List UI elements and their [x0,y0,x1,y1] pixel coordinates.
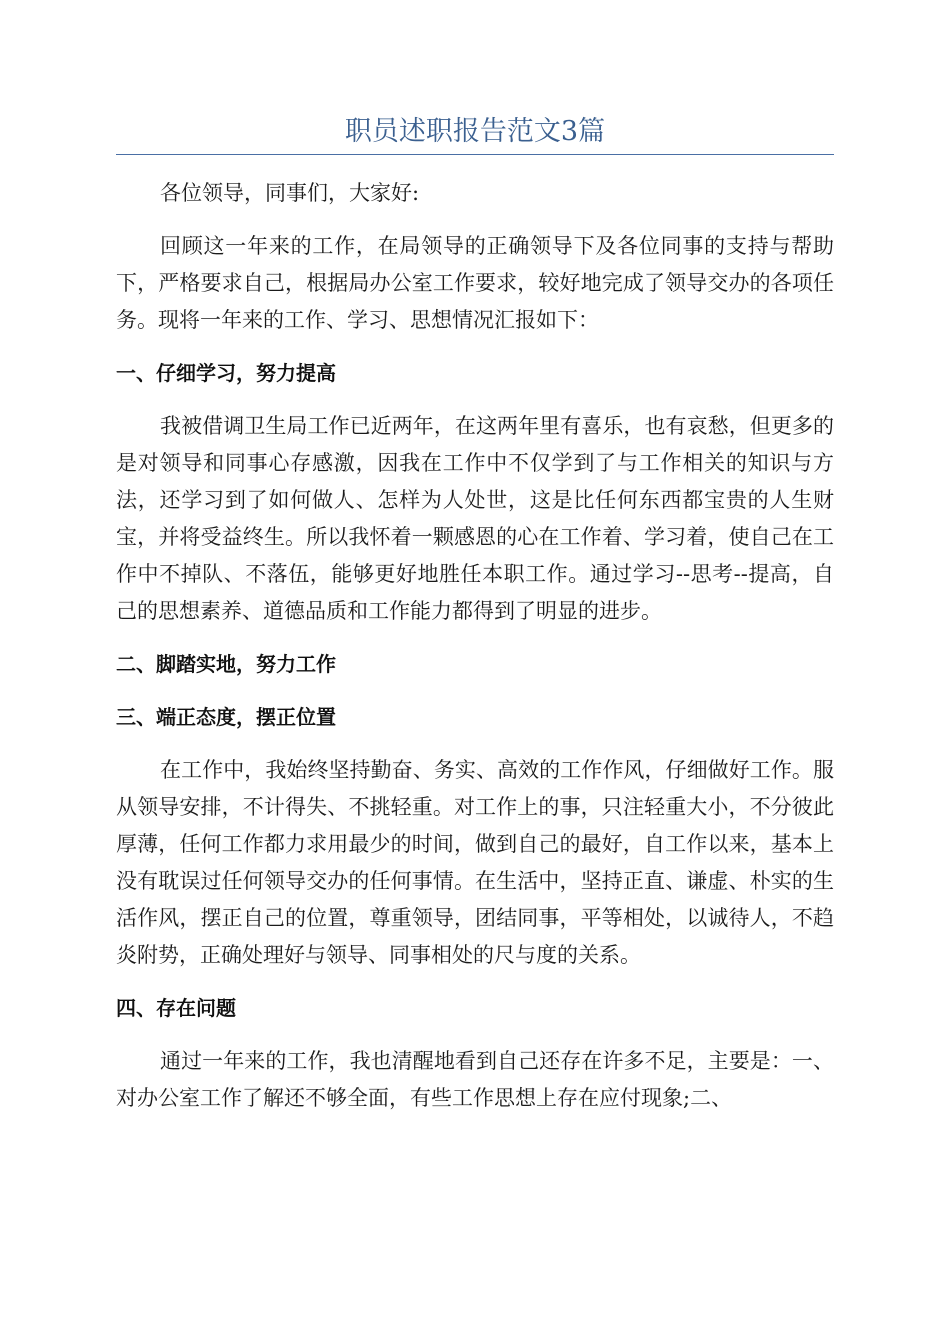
document-body [116,175,834,1133]
section-heading-4: 四、存在问题 [116,996,236,1020]
section-heading-1: 一、仔细学习，努力提高 [116,361,336,385]
section-heading-2: 二、脚踏实地，努力工作 [116,652,336,676]
section-heading-3: 三、端正态度，摆正位置 [116,705,336,729]
section-paragraph-3: 在工作中，我始终坚持勤奋、务实、高效的工作作风，仔细做好工作。服从领导安排，不计得失、不挑轻重。对工作上的事，只注轻重大小，不分彼此厚薄，任何工作都力求用最少的时间，做到自己的最好，自工作以来，基本上没有耽误过任何领导交办的任何事情。在生活中，坚持正直、谦虚、朴实的生活作风，摆正自己的位置，尊重领导，团结同事，平等相处，以诚待人，不趋炎附势，正确处理好与领导、同事相处的尺与度的关系。 [116,758,834,967]
intro-paragraph: 回顾这一年来的工作，在局领导的正确领导下及各位同事的支持与帮助下，严格要求自己，根据局办公室工作要求，较好地完成了领导交办的各项任务。现将一年来的工作、学习、思想情况汇报如下： [116,234,834,332]
document-title: 职员述职报告范文3篇 [344,116,606,147]
greeting-paragraph: 各位领导，同事们，大家好: [160,181,420,205]
title-underline [116,154,834,155]
section-paragraph-4: 通过一年来的工作，我也清醒地看到自己还存在许多不足，主要是：一、对办公室工作了解还不够全面，有些工作思想上存在应付现象;二、 [116,1049,834,1110]
section-paragraph-1: 我被借调卫生局工作已近两年，在这两年里有喜乐，也有哀愁，但更多的是对领导和同事心存感激，因我在工作中不仅学到了与工作相关的知识与方法，还学习到了如何做人、怎样为人处世，这是比任何东西都宝贵的人生财宝，并将受益终生。所以我怀着一颗感恩的心在工作着、学习着，使自己在工作中不掉队、不落伍，能够更好地胜任本职工作。通过学习--思考--提高，自己的思想素养、道德品质和工作能力都得到了明显的进步。 [116,414,834,623]
